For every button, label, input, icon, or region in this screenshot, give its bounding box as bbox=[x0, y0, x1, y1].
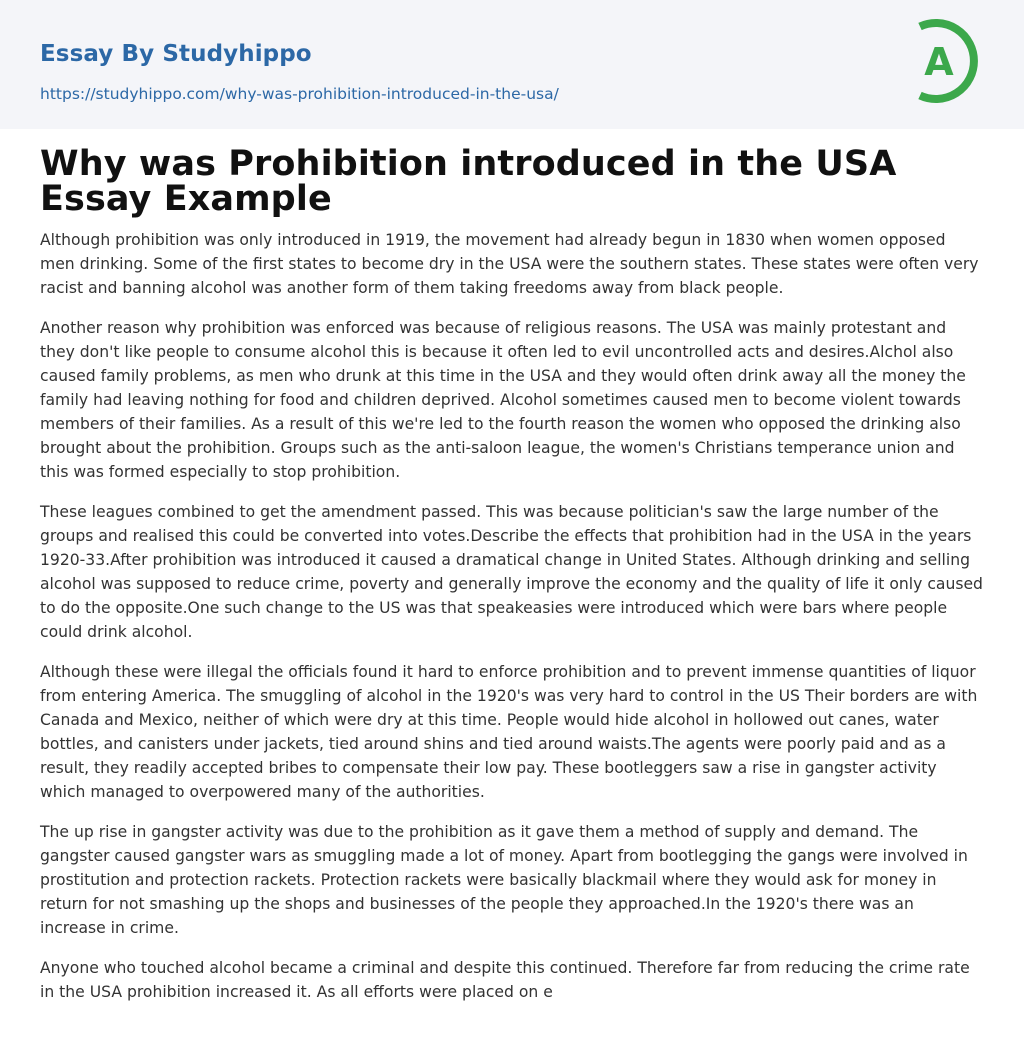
article bbox=[0, 144, 1024, 1004]
paragraph: Anyone who touched alcohol became a criminal and despite this continued. Therefore far from reducing the crime rate in the USA prohibition increased it. As all efforts were placed on e bbox=[40, 959, 970, 1001]
page-title: Why was Prohibition introduced in the USA Essay Example bbox=[40, 144, 897, 219]
paragraph: These leagues combined to get the amendment passed. This was because politician's saw the large number of the groups and realised this could be converted into votes.Describe the effects that prohibition had in the USA in the years 1920-33.After prohibition was introduced it caused a dramatical change in United States. Although drinking and selling alcohol was supposed to reduce crime, poverty and generally improve the economy and the quality of life it only caused to do the opposite.One such change to the US was that speakeasies were introduced which were bars where people could drink alcohol. bbox=[40, 503, 983, 641]
paragraph: Although prohibition was only introduced in 1919, the movement had already begun in 1830 when women opposed men drinking. Some of the first states to become dry in the USA were the southern states. These states were often very racist and banning alcohol was another form of them taking freedoms away from black people. bbox=[40, 231, 979, 297]
site-header bbox=[0, 0, 1024, 129]
paragraph: Another reason why prohibition was enforced was because of religious reasons. The USA was mainly protestant and they don't like people to consume alcohol this is because it often led to evil uncontrolled acts and desires.Alchol also caused family problems, as men who drunk at this time in the USA and they would often drink away all the money the family had leaving nothing for food and children deprived. Alcohol sometimes caused men to become violent towards members of their families. As a result of this we're led to the fourth reason the women who opposed the drinking also brought about the prohibition. Groups such as the anti-saloon league, the women's Christians temperance union and this was formed especially to stop prohibition. bbox=[40, 319, 966, 481]
logo-letter: A bbox=[924, 40, 954, 84]
paragraph: Although these were illegal the officials found it hard to enforce prohibition and to prevent immense quantities of liquor from entering America. The smuggling of alcohol in the 1920's was very hard to control in the US Their borders are with Canada and Mexico, neither of which were dry at this time. People would hide alcohol in hollowed out canes, water bottles, and canisters under jackets, tied around shins and tied around waists.The agents were poorly paid and as a result, they readily accepted bribes to compensate their low pay. These bootleggers saw a rise in gangster activity which managed to overpowered many of the authorities. bbox=[40, 663, 978, 801]
source-url-link[interactable]: https://studyhippo.com/why-was-prohibition-introduced-in-the-usa/ bbox=[40, 85, 559, 103]
site-title[interactable]: Essay By Studyhippo bbox=[40, 41, 312, 67]
paragraph: The up rise in gangster activity was due to the prohibition as it gave them a method of supply and demand. The gangster caused gangster wars as smuggling made a lot of money. Apart from bootlegging the gangs were involved in prostitution and protection rackets. Protection rackets were basically blackmail where they would ask for money in return for not smashing up the shops and businesses of the people they approached.In the 1920's there was an increase in crime. bbox=[40, 823, 968, 937]
studyhippo-logo-icon[interactable] bbox=[911, 18, 989, 106]
